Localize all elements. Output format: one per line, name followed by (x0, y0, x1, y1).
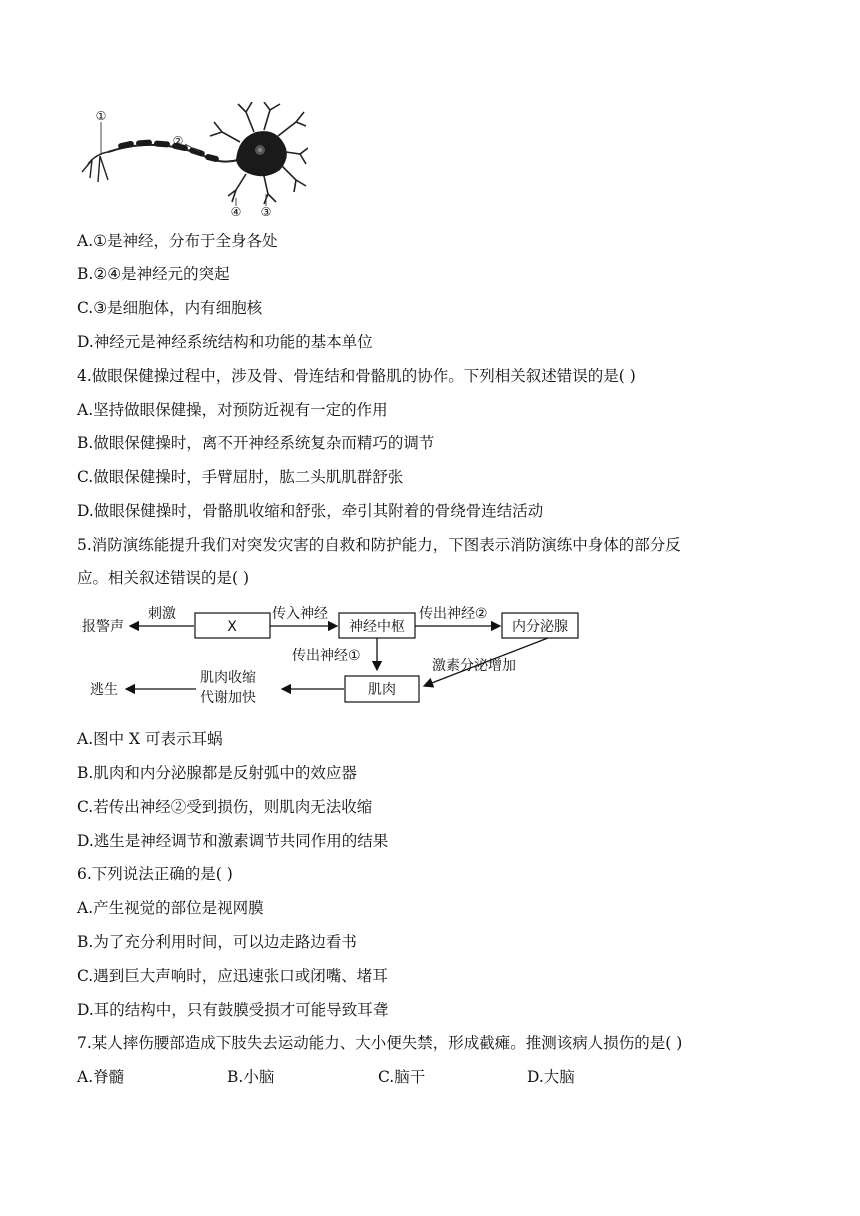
alarm-label: 报警声 (82, 619, 124, 635)
q4-option-b: B.做眼保健操时，离不开神经系统复杂而精巧的调节 (77, 434, 435, 452)
q5-option-d: D.逃生是神经调节和激素调节共同作用的结果 (77, 832, 389, 850)
q5-stem-line1: 5.消防演练能提升我们对突发灾害的自救和防护能力，下图表示消防演练中身体的部分反 (77, 536, 681, 554)
reflex-flow-diagram (78, 598, 598, 716)
q4-option-a: A.坚持做眼保健操，对预防近视有一定的作用 (77, 401, 388, 419)
q7-option-b: B.小脑 (227, 1068, 275, 1086)
efferent2-label: 传出神经② (419, 606, 488, 622)
q3-option-d: D.神经元是神经系统结构和功能的基本单位 (77, 333, 373, 351)
axon-terminal (82, 152, 108, 182)
q7-option-c: C.脑干 (378, 1068, 426, 1086)
muscle-effect-1: 肌肉收缩 (200, 670, 256, 686)
afferent-label: 传入神经 (272, 606, 328, 622)
escape-label: 逃生 (90, 682, 118, 698)
q6-option-d: D.耳的结构中，只有鼓膜受损才可能导致耳聋 (77, 1001, 389, 1019)
q3-option-a: A.①是神经，分布于全身各处 (77, 232, 278, 250)
x-box-label: X (227, 619, 237, 635)
label-1: ① (95, 109, 107, 123)
cell-body (236, 131, 287, 176)
q7-option-d: D.大脑 (527, 1068, 575, 1086)
q4-option-d: D.做眼保健操时，骨骼肌收缩和舒张，牵引其附着的骨绕骨连结活动 (77, 502, 544, 520)
neuron-figure (78, 102, 308, 220)
q7-option-a: A.脊髓 (77, 1068, 125, 1086)
label-3: ③ (260, 205, 272, 219)
q6-option-b: B.为了充分利用时间，可以边走路边看书 (77, 933, 357, 951)
q5-option-c: C.若传出神经②受到损伤，则肌肉无法收缩 (77, 798, 373, 816)
q4-stem: 4.做眼保健操过程中，涉及骨、骨连结和骨骼肌的协作。下列相关叙述错误的是( ) (77, 367, 636, 385)
q5-option-a: A.图中 X 可表示耳蜗 (77, 730, 223, 748)
q3-option-c: C.③是细胞体，内有细胞核 (77, 299, 263, 317)
q6-option-c: C.遇到巨大声响时，应迅速张口或闭嘴、堵耳 (77, 967, 388, 985)
q7-stem: 7.某人摔伤腰部造成下肢失去运动能力、大小便失禁，形成截瘫。推测该病人损伤的是( ) (77, 1034, 683, 1052)
q4-option-c: C.做眼保健操时，手臂屈肘，肱二头肌肌群舒张 (77, 468, 404, 486)
efferent1-label: 传出神经① (292, 648, 361, 664)
q6-stem: 6.下列说法正确的是( ) (77, 865, 233, 883)
label-2: ② (172, 134, 184, 148)
gland-box-label: 内分泌腺 (512, 619, 568, 635)
label-4: ④ (230, 205, 242, 219)
muscle-effect-2: 代谢加快 (200, 690, 256, 706)
q3-option-b: B.②④是神经元的突起 (77, 265, 230, 283)
hormone-label: 激素分泌增加 (432, 658, 516, 674)
q5-stem-line2: 应。相关叙述错误的是( ) (77, 569, 250, 587)
myelin-sheath (118, 139, 220, 162)
q6-option-a: A.产生视觉的部位是视网膜 (77, 899, 264, 917)
center-box-label: 神经中枢 (349, 619, 405, 635)
q5-option-b: B.肌肉和内分泌腺都是反射弧中的效应器 (77, 764, 357, 782)
muscle-box-label: 肌肉 (368, 682, 396, 698)
q7-options-row (77, 1067, 637, 1087)
stimulus-label: 刺激 (148, 606, 176, 622)
